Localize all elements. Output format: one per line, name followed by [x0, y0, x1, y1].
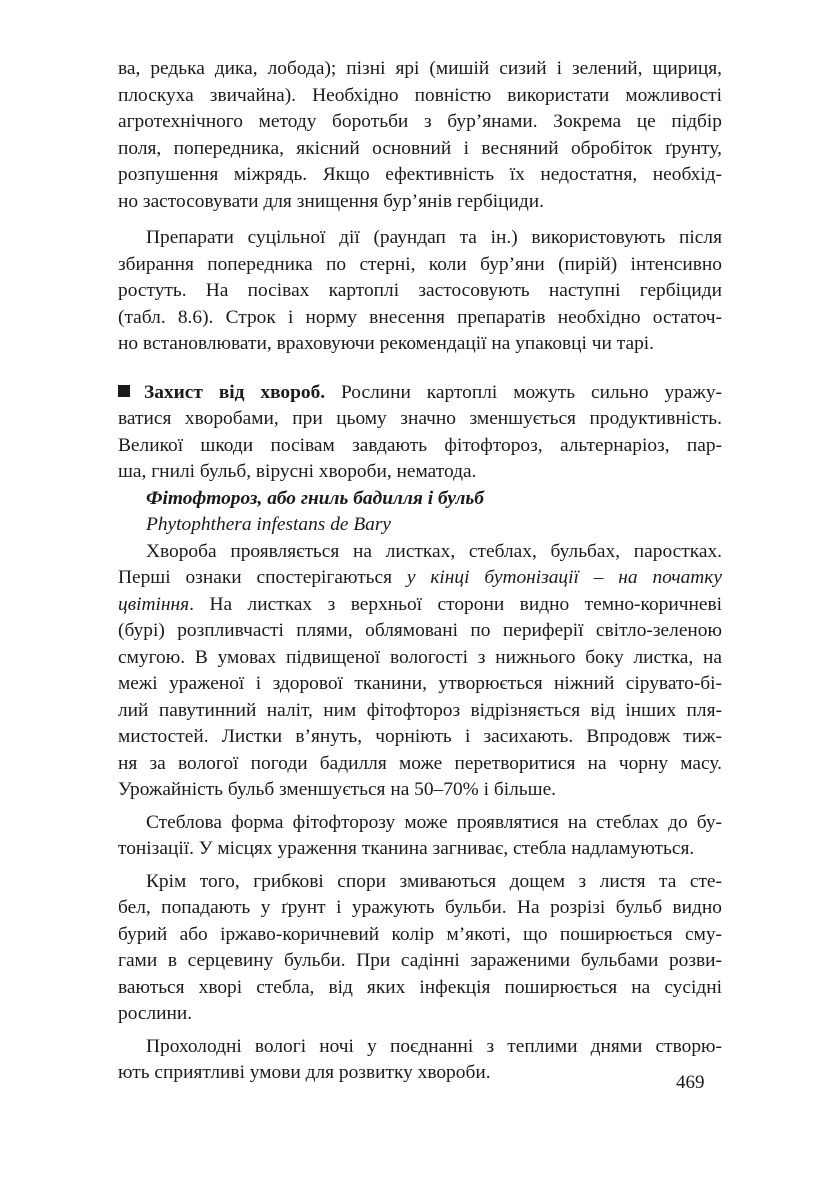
text-line: (бурі) розпливчасті плями, облямовані по периферії світло-зеленою: [118, 620, 722, 641]
section-heading: Захист від хвороб.: [144, 381, 326, 403]
text-line: плоскуха звичайна). Необхідно повністю використати можливості: [118, 84, 722, 106]
section-disease-protection: [118, 380, 722, 486]
text-line: мистостей. Листки в’януть, чорніють і засихають. Впродовж тиж-: [118, 726, 722, 747]
text-line: лий павутинний наліт, ним фітофтороз відрізняється від інших пля-: [118, 699, 722, 721]
text-line: но встановлювати, враховуючи рекомендації на упаковці чи тарі.: [118, 333, 655, 354]
paragraph-spores: [118, 869, 722, 1028]
paragraph-herbicides: [118, 225, 722, 358]
text-line: Урожайність бульб зменшується на 50–70% і більше.: [118, 779, 557, 800]
text-line-mixed: [118, 565, 722, 592]
text-line: ваються хворі стебла, від яких інфекція поширюється на сусідні: [118, 976, 722, 998]
paragraph-weeds-control: [118, 56, 722, 215]
disease-title: Фітофтороз, або гниль бадилля і бульб: [146, 487, 484, 509]
text-line: межі ураженої і здорової тканини, утворюється ніжний сірувато-бі-: [118, 673, 722, 694]
text-line: Прохолодні вологі ночі у поєднанні з теплими днями створю-: [146, 1035, 722, 1057]
text-line: ша, гнилі бульб, вірусні хвороби, нематода.: [118, 461, 477, 482]
page-number: 469: [676, 1072, 705, 1093]
text-line: смугою. В умовах підвищеної вологості з нижнього боку листка, на: [118, 646, 722, 668]
text-line: збирання попередника по стерні, коли бур’яни (пирій) інтенсивно: [118, 253, 722, 275]
text-run: Перші ознаки спостерігаються: [118, 567, 407, 588]
text-line: (табл. 8.6). Строк і норму внесення препаратів необхідно остаточ-: [118, 306, 722, 328]
page-body: [118, 56, 722, 1087]
text-run-italic: цвітіння: [118, 593, 190, 615]
text-line: рослини.: [118, 1003, 193, 1024]
text-line: Стеблова форма фітофторозу може проявлятися на стеблах до бу-: [146, 811, 722, 833]
text-line: ва, редька дика, лобода); пізні ярі (мишій сизий і зелений, щириця,: [118, 58, 722, 79]
text-line: ростуть. На посівах картоплі застосовують наступні гербіциди: [118, 280, 722, 301]
text-line: Великої шкоди посівам завдають фітофтороз, альтернаріоз, пар-: [118, 434, 722, 456]
text-line: Препарати суцільної дії (раундап та ін.) використовують після: [146, 227, 722, 248]
text-line: бел, попадають у ґрунт і уражують бульби. На розрізі бульб видно: [118, 897, 722, 918]
paragraph-symptoms: [118, 539, 722, 804]
text-line: Хвороба проявляється на листках, стеблах, бульбах, паростках.: [146, 540, 722, 562]
text-line: ватися хворобами, при цьому значно зменшується продуктивність.: [118, 408, 722, 429]
disease-heading: [118, 486, 722, 539]
text-line: бурий або іржаво-коричневий колір м’якоті, що поширюється сму-: [118, 923, 722, 945]
text-line-mixed: [118, 592, 722, 619]
text-line: тонізації. У місцях ураження тканина загниває, стебла надламуються.: [118, 838, 695, 859]
text-line: но застосовувати для знищення бур’янів гербіциди.: [118, 190, 544, 212]
section-first-line: [118, 380, 722, 407]
section-text: Рослини картоплі можуть сильно уражу-: [325, 381, 722, 403]
text-line: Крім того, грибкові спори змиваються дощем з листя та сте-: [146, 870, 722, 892]
square-bullet-icon: [118, 385, 130, 397]
paragraph-conditions: [118, 1034, 722, 1087]
text-line: поля, попередника, якісний основний і весняний обробіток ґрунту,: [118, 137, 722, 159]
paragraph-stem-form: [118, 810, 722, 863]
text-line: гами в серцевину бульби. При садінні зараженими бульбами розви-: [118, 950, 722, 971]
text-run: . На листках з верхньої сторони видно темно-коричневі: [189, 593, 722, 615]
text-line: ня за вологої погоди бадилля може перетворитися на чорну масу.: [118, 752, 722, 774]
disease-latin-name: Phytophthera infestans de Bary: [146, 514, 392, 535]
text-line: розпушення міжрядь. Якщо ефективність їх недостатня, необхід-: [118, 164, 722, 185]
text-line: ють сприятливі умови для розвитку хвороби.: [118, 1062, 491, 1083]
text-run-italic: у кінці бутонізації – на початку: [406, 567, 722, 588]
text-line: агротехнічного методу боротьби з бур’янами. Зокрема це підбір: [118, 111, 722, 132]
